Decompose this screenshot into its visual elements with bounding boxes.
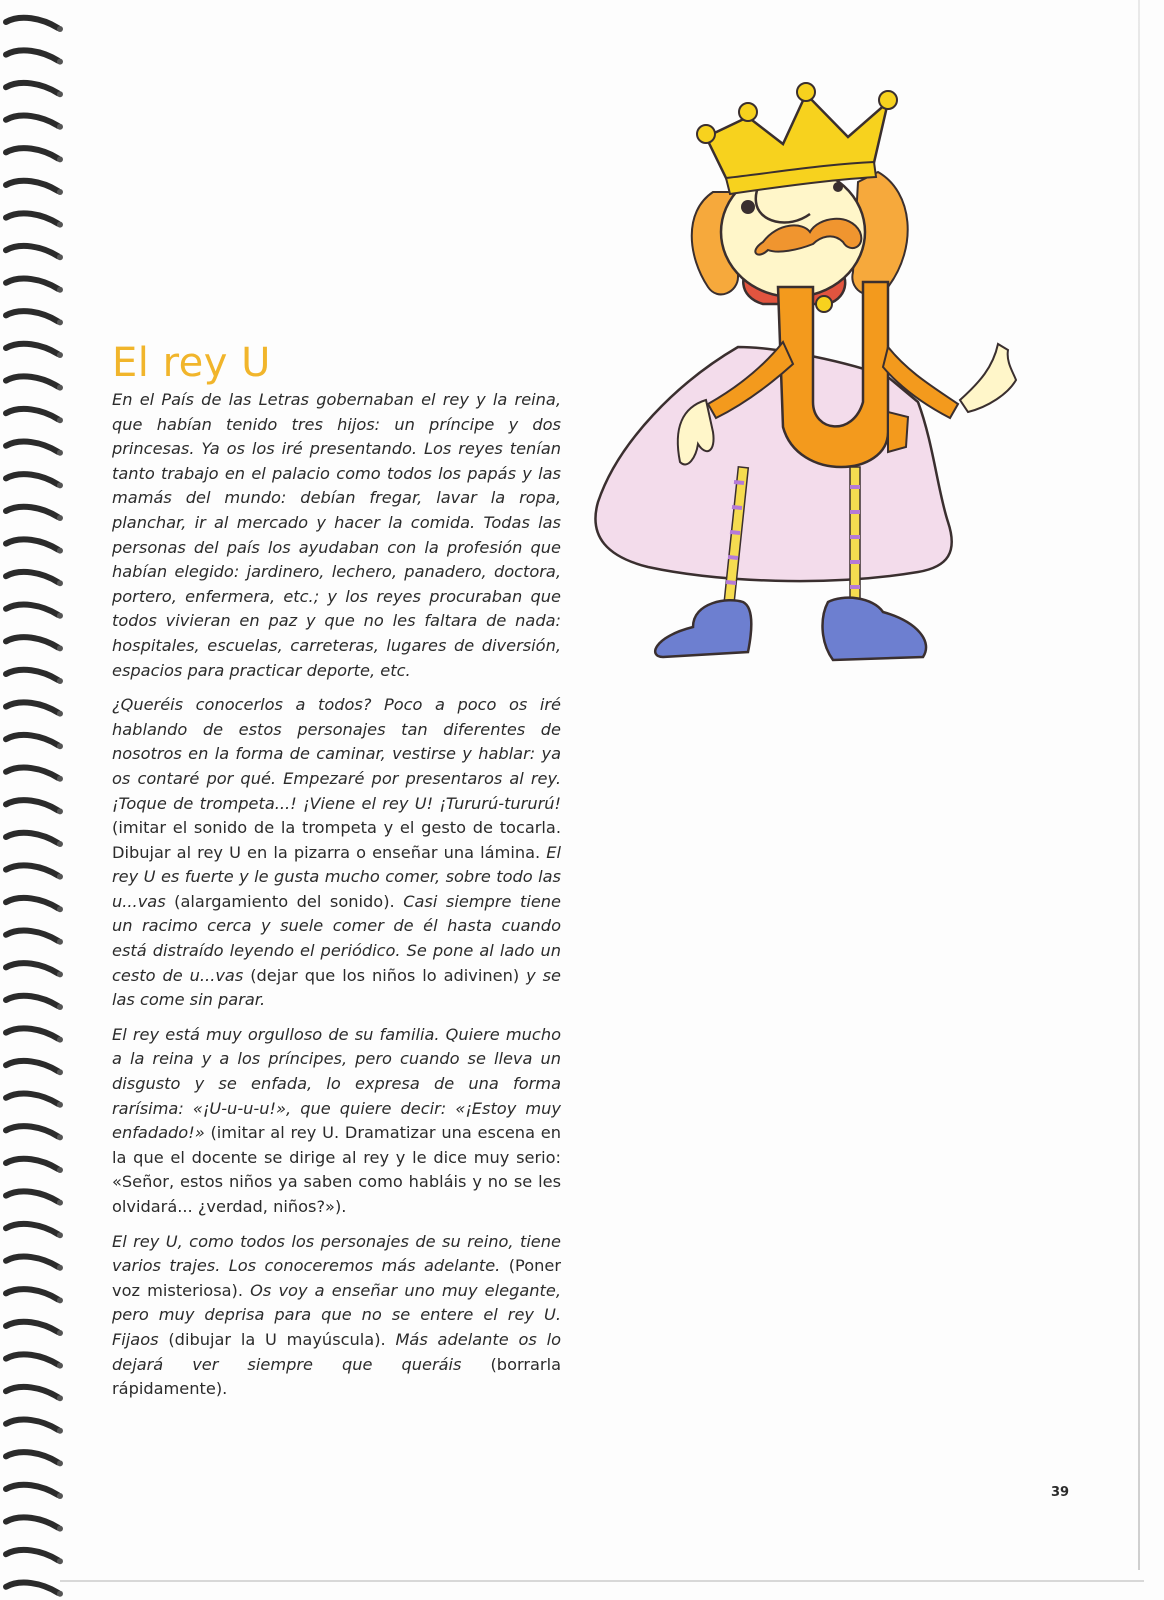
spiral-ring [6, 670, 58, 680]
spiral-hole [57, 906, 63, 912]
spiral-ring [6, 1420, 58, 1430]
spiral-ring [6, 1485, 58, 1495]
spiral-hole [57, 645, 63, 651]
spiral-ring [6, 1224, 58, 1234]
body-text [112, 388, 561, 1412]
spiral-ring [6, 963, 58, 973]
paragraph-1 [112, 388, 561, 683]
text-run: (imitar al rey U. Dramatizar una escena en la que el docente se dirige al rey y le dice muy serio: «Señor, estos niños ya saben como habláis y no se les olvidará... ¿verdad, niños?»). [112, 1123, 561, 1216]
spiral-hole [57, 515, 63, 521]
text-run: (borrarla rápidamente). [112, 1354, 561, 1399]
spiral-hole [57, 1363, 63, 1369]
spiral-ring [6, 539, 58, 549]
text-run: Más adelante os lo dejará ver siempre que queráis [112, 1329, 561, 1374]
spiral-ring [6, 1159, 58, 1169]
spiral-ring [6, 116, 58, 126]
spiral-hole [57, 319, 63, 325]
text-run: ¿Queréis conocerlos a todos? Poco a poco os iré hablando de estos personajes tan diferentes de nosotros en la forma de caminar, vestirse y hablar: ya os contaré por qué. Empezaré por presentaros al rey. ¡Toque de trompeta...! ¡Viene el rey U! ¡Tururú-tururú! [112, 695, 561, 813]
page-title: El rey U [112, 339, 271, 386]
page-number: 39 [1051, 1485, 1070, 1500]
spiral-hole [57, 1265, 63, 1271]
spiral-ring [6, 1257, 58, 1267]
spiral-hole [57, 841, 63, 847]
spiral-ring [6, 1191, 58, 1201]
spiral-binding-icon [0, 0, 70, 1600]
spiral-hole [57, 222, 63, 228]
spiral-ring [6, 572, 58, 582]
spiral-hole [57, 26, 63, 32]
spiral-ring [6, 702, 58, 712]
spiral-ring [6, 311, 58, 321]
spiral-ring [6, 1126, 58, 1136]
text-run: y se las come sin parar. [112, 965, 561, 1010]
spiral-hole [57, 776, 63, 782]
spiral-ring [6, 409, 58, 419]
text-run: (alargamiento del sonido). [165, 891, 404, 911]
spiral-hole [57, 678, 63, 684]
spiral-hole [57, 450, 63, 456]
spiral-hole [57, 939, 63, 945]
paragraph-4 [112, 1230, 561, 1402]
spiral-ring [6, 865, 58, 875]
spiral-ring [6, 931, 58, 941]
spiral-hole [57, 1591, 63, 1597]
spiral-hole [57, 1526, 63, 1532]
spiral-hole [57, 808, 63, 814]
spiral-hole [57, 548, 63, 554]
spiral-ring [6, 768, 58, 778]
spiral-hole [57, 743, 63, 749]
text-run: (dejar que los niños lo adivinen) [243, 965, 527, 985]
spiral-ring [6, 344, 58, 354]
spiral-hole [57, 613, 63, 619]
text-run: (dibujar la U mayúscula). [158, 1329, 396, 1349]
king-u-illustration-icon [588, 82, 1038, 692]
spiral-hole [57, 1102, 63, 1108]
spiral-hole [57, 711, 63, 717]
spiral-ring [6, 800, 58, 810]
text-run: El rey U es fuerte y le gusta mucho comer, sobre todo las u...vas [112, 842, 561, 911]
spiral-ring [6, 442, 58, 452]
spiral-ring [6, 1550, 58, 1560]
spiral-hole [57, 1297, 63, 1303]
text-run: El rey está muy orgulloso de su familia. Quiere mucho a la reina y a los príncipes, pero cuando se lleva un disgusto y se enfada, lo expresa de una forma rarísima: «¡U-u-u-u!», que quiere decir: «¡Estoy muy enfadado!» [112, 1024, 561, 1143]
spiral-hole [57, 1428, 63, 1434]
spiral-ring [6, 1354, 58, 1364]
spiral-ring [6, 1583, 58, 1593]
spiral-ring [6, 1517, 58, 1527]
page-bottom-edge [60, 1580, 1144, 1582]
spiral-hole [57, 1395, 63, 1401]
spiral-ring [6, 474, 58, 484]
spiral-hole [57, 1134, 63, 1140]
spiral-hole [57, 1460, 63, 1466]
spiral-ring [6, 83, 58, 93]
spiral-ring [6, 637, 58, 647]
spiral-ring [6, 246, 58, 256]
spiral-ring [6, 181, 58, 191]
spiral-hole [57, 580, 63, 586]
paragraph-2 [112, 693, 561, 1013]
spiral-hole [57, 1232, 63, 1238]
spiral-hole [57, 1330, 63, 1336]
spiral-ring [6, 1028, 58, 1038]
spiral-ring [6, 1289, 58, 1299]
spiral-hole [57, 971, 63, 977]
text-run: Os voy a enseñar uno muy elegante, pero muy deprisa para que no se entere el rey U. Fijaos [112, 1280, 561, 1349]
spiral-hole [57, 1004, 63, 1010]
spiral-hole [57, 1069, 63, 1075]
spiral-hole [57, 874, 63, 880]
text-run: Casi siempre tiene un racimo cerca y suele comer de él hasta cuando está distraído leyendo el periódico. Se pone al lado un cesto de u...vas [112, 891, 561, 985]
spiral-hole [57, 91, 63, 97]
spiral-ring [6, 50, 58, 60]
spiral-ring [6, 1452, 58, 1462]
spiral-ring [6, 279, 58, 289]
spiral-ring [6, 735, 58, 745]
paragraph-3 [112, 1023, 561, 1220]
spiral-ring [6, 996, 58, 1006]
spiral-hole [57, 417, 63, 423]
spiral-hole [57, 287, 63, 293]
spiral-hole [57, 59, 63, 65]
spiral-ring [6, 148, 58, 158]
spiral-hole [57, 124, 63, 130]
spiral-hole [57, 1493, 63, 1499]
spiral-hole [57, 385, 63, 391]
spiral-hole [57, 482, 63, 488]
spiral-ring [6, 1094, 58, 1104]
spiral-ring [6, 1387, 58, 1397]
spiral-hole [57, 352, 63, 358]
spiral-ring [6, 1061, 58, 1071]
spiral-hole [57, 1167, 63, 1173]
spiral-hole [57, 1558, 63, 1564]
spiral-hole [57, 1200, 63, 1206]
spiral-hole [57, 189, 63, 195]
spiral-ring [6, 605, 58, 615]
spiral-hole [57, 254, 63, 260]
spiral-ring [6, 18, 58, 28]
text-run: El rey U, como todos los personajes de su reino, tiene varios trajes. Los conoceremos más adelante. [112, 1231, 561, 1276]
text-run: En el País de las Letras gobernaban el rey y la reina, que habían tenido tres hijos: un príncipe y dos princesas. Ya os los iré presentando. Los reyes tenían tanto trabajo en el palacio como todos los papás y las mamás del mundo: debían fregar, lavar la ropa, planchar, ir al mercado y hacer la comida. Todas las personas del país los ayudaban con la profesión que habían elegido: jardinero, lechero, panadero, doctora, portero, enfermera, etc.; y los reyes procuraban que todos vivieran en paz y que no les faltara de nada: hospitales, escuelas, carreteras, lugares de diversión, espacios para practicar deporte, etc. [112, 390, 561, 680]
spiral-ring [6, 213, 58, 223]
text-run: (imitar el sonido de la trompeta y el gesto de tocarla. Dibujar al rey U en la pizarra o enseñar una lámina. [112, 818, 561, 862]
page-right-edge [1138, 0, 1140, 1570]
spiral-hole [57, 156, 63, 162]
spiral-ring [6, 507, 58, 517]
text-run: (Poner voz misteriosa). [112, 1256, 561, 1300]
spiral-ring [6, 1322, 58, 1332]
spiral-ring [6, 833, 58, 843]
spiral-hole [57, 1037, 63, 1043]
spiral-ring [6, 898, 58, 908]
spiral-ring [6, 376, 58, 386]
